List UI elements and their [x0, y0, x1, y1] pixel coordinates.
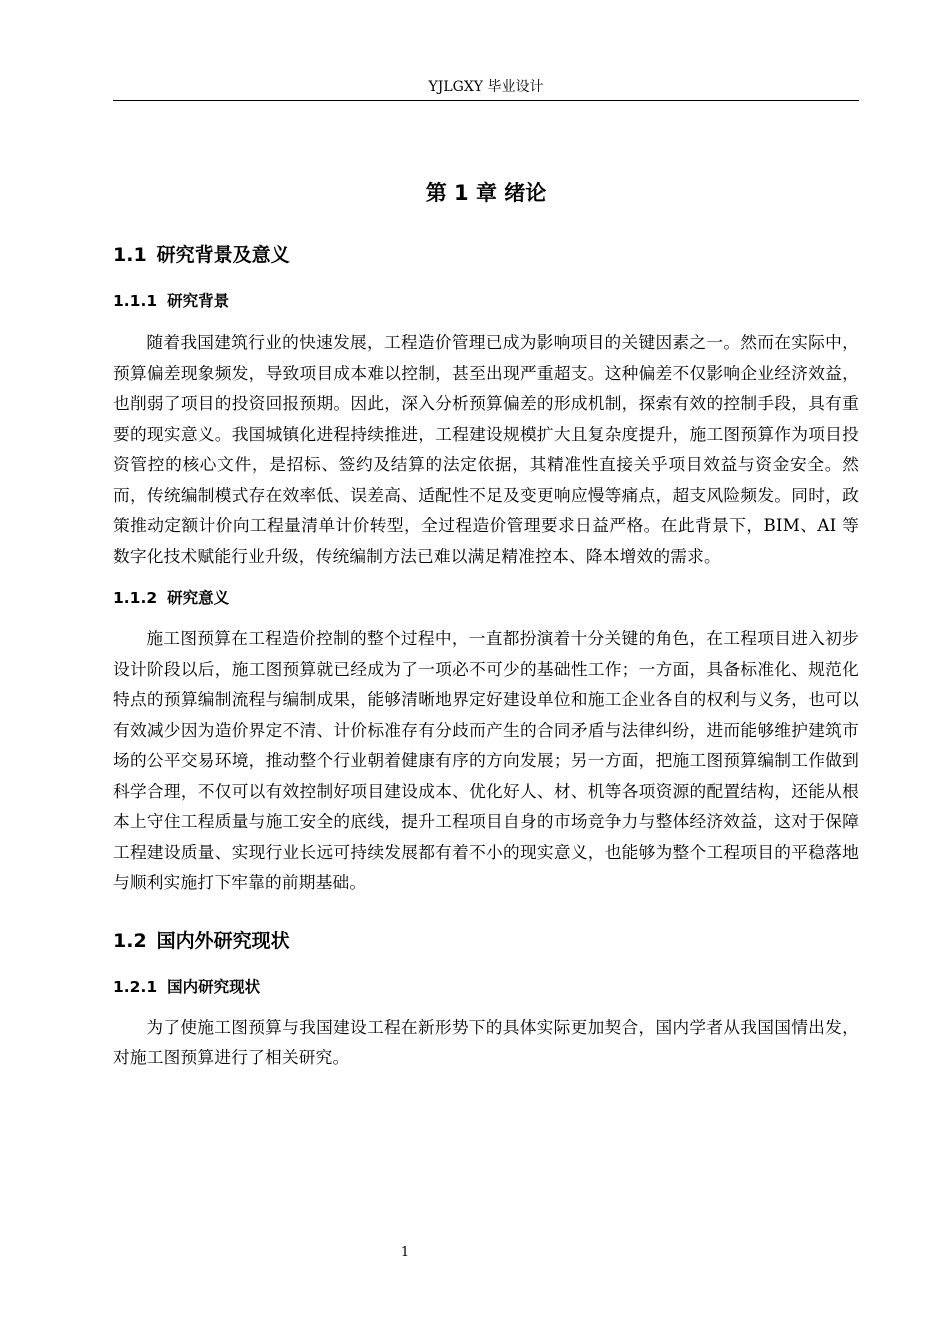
section-title: 国内外研究现状 [156, 929, 290, 952]
chapter-title: 第 1 章 绪论 [425, 181, 547, 205]
paragraph-domestic-research: 为了使施工图预算与我国建设工程在新形势下的具体实际更加契合，国内学者从我国国情出发，对施工图预算进行了相关研究。 [113, 1016, 859, 1067]
section-number: 1.2 [113, 929, 147, 952]
subsection-number: 1.1.2 [113, 589, 158, 607]
subsection-title: 研究意义 [167, 589, 230, 607]
section-heading-1-1 [113, 242, 859, 268]
subsection-heading-1-2-1 [113, 976, 859, 998]
page-header [113, 76, 859, 101]
page-body [113, 150, 859, 1073]
section-title: 研究背景及意义 [156, 244, 290, 266]
section-number: 1.1 [113, 244, 147, 266]
subsection-title: 研究背景 [167, 292, 230, 310]
subsection-heading-1-1-1 [113, 290, 859, 312]
header-text: YJLGXY 毕业设计 [428, 79, 544, 95]
subsection-number: 1.1.1 [113, 292, 158, 310]
paragraph-research-background: 随着我国建筑行业的快速发展，工程造价管理已成为影响项目的关键因素之一。然而在实际中，预算偏差现象频发，导致项目成本难以控制，甚至出现严重超支。这种偏差不仅影响企业经济效益，也削弱了项目的投资回报预期。因此，深入分析预算偏差的形成机制，探索有效的控制手段，具有重要的现实意义。我国城镇化进程持续推进，工程建设规模扩大且复杂度提升，施工图预算作为项目投资管控的核心文件，是招标、签约及结算的法定依据，其精准性直接关乎项目效益与资金安全。然而，传统编制模式存在效率低、误差高、适配性不足及变更响应慢等痛点，超支风险频发。同时，政策推动定额计价向工程量清单计价转型，全过程造价管理要求日益严格。在此背景下，BIM、AI 等数字化技术赋能行业升级，传统编制方法已难以满足精准控本、降本增效的需求。 [113, 332, 859, 566]
paragraph-research-significance: 施工图预算在工程造价控制的整个过程中，一直都扮演着十分关键的角色，在工程项目进入初步设计阶段以后，施工图预算就已经成为了一项必不可少的基础性工作；一方面，具备标准化、规范化特点的预算编制流程与编制成果，能够清晰地界定好建设单位和施工企业各自的权利与义务，也可以有效减少因为造价界定不清、计价标准存有分歧而产生的合同矛盾与法律纠纷，进而能够维护建筑市场的公平交易环境，推动整个行业朝着健康有序的方向发展；另一方面，把施工图预算编制工作做到科学合理，不仅可以有效控制好项目建设成本、优化好人、材、机等各项资源的配置结构，还能从根本上守住工程质量与施工安全的底线，提升工程项目自身的市场竞争力与整体经济效益，这对于保障工程建设质量、实现行业长远可持续发展都有着不小的现实意义，也能够为整个工程项目的平稳落地与顺利实施打下牢靠的前期基础。 [113, 628, 859, 892]
page-number: 1 [400, 1245, 410, 1260]
subsection-heading-1-1-2 [113, 587, 859, 609]
subsection-number: 1.2.1 [113, 977, 158, 996]
section-heading-1-2 [113, 928, 859, 954]
subsection-title: 国内研究现状 [167, 977, 261, 996]
